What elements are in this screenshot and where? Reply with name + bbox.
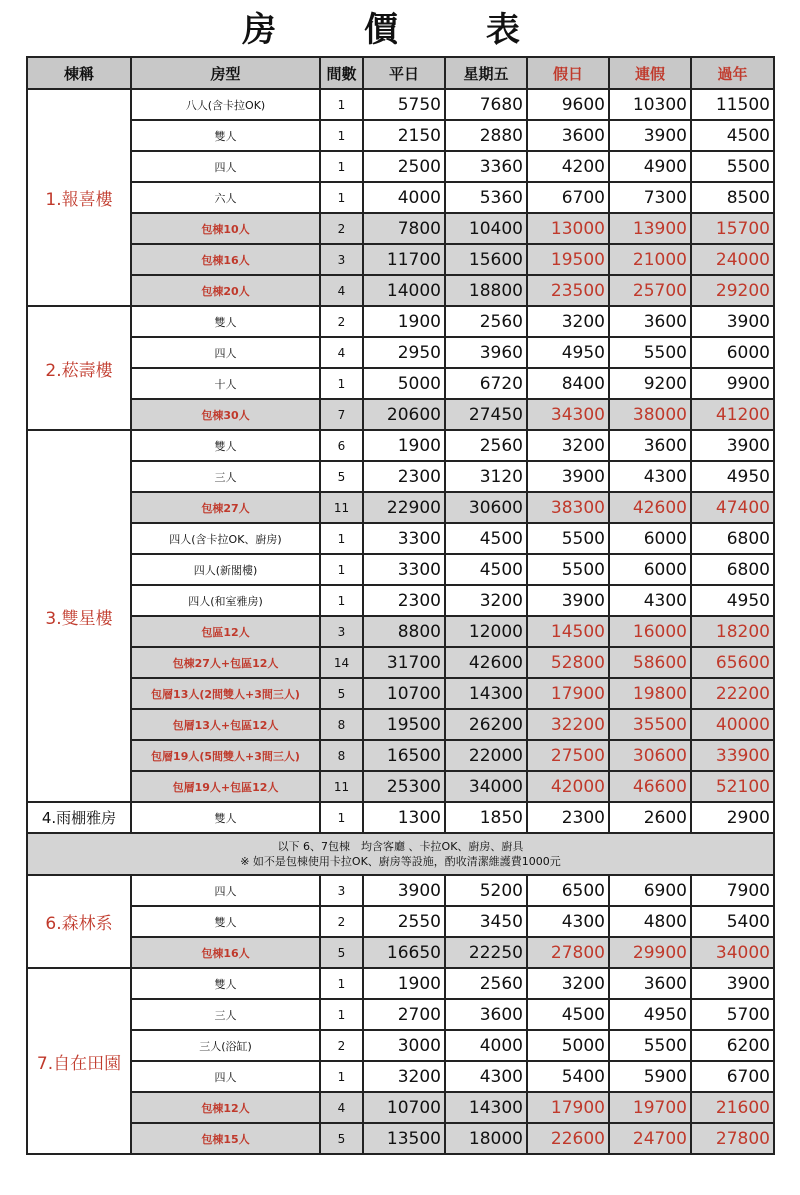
price-cell: 3900	[527, 461, 609, 492]
table-row	[27, 213, 774, 244]
room-count: 8	[320, 740, 363, 771]
price-cell: 34000	[691, 937, 774, 968]
price-cell: 2560	[445, 968, 527, 999]
price-cell: 27800	[527, 937, 609, 968]
price-cell: 3200	[527, 430, 609, 461]
price-cell: 1900	[363, 430, 445, 461]
room-type: 六人	[131, 182, 320, 213]
table-row	[27, 554, 774, 585]
room-type: 包層19人(5間雙人+3間三人)	[131, 740, 320, 771]
column-header: 間數	[320, 57, 363, 89]
price-cell: 14500	[527, 616, 609, 647]
building-name: 3.雙星樓	[27, 430, 131, 802]
room-type: 四人(新閣樓)	[131, 554, 320, 585]
price-cell: 47400	[691, 492, 774, 523]
price-cell: 7800	[363, 213, 445, 244]
price-cell: 3600	[527, 120, 609, 151]
room-type: 包區12人	[131, 616, 320, 647]
price-cell: 42600	[445, 647, 527, 678]
price-cell: 13500	[363, 1123, 445, 1154]
room-count: 1	[320, 968, 363, 999]
table-row	[27, 461, 774, 492]
building-name: 4.雨棚雅房	[27, 802, 131, 833]
room-count: 7	[320, 399, 363, 430]
price-cell: 4800	[609, 906, 691, 937]
price-cell: 17900	[527, 678, 609, 709]
price-cell: 35500	[609, 709, 691, 740]
price-cell: 24000	[691, 244, 774, 275]
price-cell: 9600	[527, 89, 609, 120]
column-header: 房型	[131, 57, 320, 89]
note-text	[27, 833, 774, 875]
table-row	[27, 1092, 774, 1123]
price-cell: 7900	[691, 875, 774, 906]
price-cell: 65600	[691, 647, 774, 678]
price-cell: 2560	[445, 306, 527, 337]
price-cell: 16000	[609, 616, 691, 647]
price-cell: 6200	[691, 1030, 774, 1061]
price-cell: 2600	[609, 802, 691, 833]
price-cell: 5400	[527, 1061, 609, 1092]
price-cell: 5700	[691, 999, 774, 1030]
price-cell: 5000	[363, 368, 445, 399]
room-count: 11	[320, 771, 363, 802]
price-cell: 38000	[609, 399, 691, 430]
room-count: 1	[320, 802, 363, 833]
price-cell: 33900	[691, 740, 774, 771]
room-count: 2	[320, 906, 363, 937]
price-cell: 17900	[527, 1092, 609, 1123]
room-count: 11	[320, 492, 363, 523]
table-row	[27, 182, 774, 213]
column-header: 棟稱	[27, 57, 131, 89]
room-count: 1	[320, 368, 363, 399]
table-row	[27, 968, 774, 999]
price-cell: 58600	[609, 647, 691, 678]
price-cell: 13000	[527, 213, 609, 244]
price-cell: 5400	[691, 906, 774, 937]
room-count: 1	[320, 554, 363, 585]
price-cell: 2950	[363, 337, 445, 368]
room-type: 包棟20人	[131, 275, 320, 306]
price-cell: 2880	[445, 120, 527, 151]
price-cell: 5200	[445, 875, 527, 906]
price-cell: 3600	[609, 968, 691, 999]
price-cell: 22000	[445, 740, 527, 771]
table-row	[27, 802, 774, 833]
table-row	[27, 771, 774, 802]
price-cell: 34000	[445, 771, 527, 802]
table-row	[27, 1123, 774, 1154]
price-cell: 4000	[445, 1030, 527, 1061]
room-type: 四人	[131, 875, 320, 906]
room-type: 四人	[131, 337, 320, 368]
room-type: 四人(含卡拉OK、廚房)	[131, 523, 320, 554]
room-count: 8	[320, 709, 363, 740]
price-cell: 25700	[609, 275, 691, 306]
table-row	[27, 906, 774, 937]
price-cell: 4500	[445, 554, 527, 585]
room-type: 三人	[131, 999, 320, 1030]
price-cell: 10300	[609, 89, 691, 120]
room-type: 包棟15人	[131, 1123, 320, 1154]
price-cell: 27800	[691, 1123, 774, 1154]
room-count: 3	[320, 616, 363, 647]
room-type: 四人(和室雅房)	[131, 585, 320, 616]
room-count: 1	[320, 1061, 363, 1092]
price-cell: 21000	[609, 244, 691, 275]
room-type: 雙人	[131, 120, 320, 151]
price-cell: 3900	[527, 585, 609, 616]
room-count: 2	[320, 306, 363, 337]
table-row	[27, 523, 774, 554]
price-cell: 3600	[609, 306, 691, 337]
price-table	[26, 56, 775, 1155]
room-count: 4	[320, 337, 363, 368]
room-count: 1	[320, 182, 363, 213]
table-body	[27, 89, 774, 1154]
price-cell: 12000	[445, 616, 527, 647]
price-cell: 6000	[609, 554, 691, 585]
price-cell: 19700	[609, 1092, 691, 1123]
column-header: 星期五	[445, 57, 527, 89]
price-cell: 4000	[363, 182, 445, 213]
price-cell: 16500	[363, 740, 445, 771]
note-row	[27, 833, 774, 875]
price-cell: 1900	[363, 306, 445, 337]
room-type: 包棟16人	[131, 937, 320, 968]
price-cell: 7300	[609, 182, 691, 213]
price-cell: 20600	[363, 399, 445, 430]
price-cell: 4300	[609, 461, 691, 492]
price-cell: 14300	[445, 1092, 527, 1123]
price-cell: 3450	[445, 906, 527, 937]
price-cell: 5000	[527, 1030, 609, 1061]
price-cell: 30600	[445, 492, 527, 523]
price-cell: 3360	[445, 151, 527, 182]
price-cell: 5500	[527, 523, 609, 554]
room-type: 十人	[131, 368, 320, 399]
price-cell: 32200	[527, 709, 609, 740]
price-cell: 6720	[445, 368, 527, 399]
price-cell: 41200	[691, 399, 774, 430]
price-cell: 15600	[445, 244, 527, 275]
price-cell: 14300	[445, 678, 527, 709]
room-type: 四人	[131, 151, 320, 182]
room-count: 5	[320, 678, 363, 709]
price-cell: 42600	[609, 492, 691, 523]
price-cell: 22900	[363, 492, 445, 523]
price-cell: 16650	[363, 937, 445, 968]
room-type: 包棟12人	[131, 1092, 320, 1123]
price-cell: 2300	[363, 585, 445, 616]
price-cell: 7680	[445, 89, 527, 120]
column-header: 連假	[609, 57, 691, 89]
price-cell: 27500	[527, 740, 609, 771]
table-row	[27, 1030, 774, 1061]
price-cell: 18200	[691, 616, 774, 647]
price-cell: 22250	[445, 937, 527, 968]
price-cell: 22200	[691, 678, 774, 709]
price-cell: 3200	[363, 1061, 445, 1092]
table-row	[27, 89, 774, 120]
price-cell: 6800	[691, 523, 774, 554]
room-count: 5	[320, 937, 363, 968]
price-cell: 5500	[609, 1030, 691, 1061]
room-type: 雙人	[131, 968, 320, 999]
price-cell: 23500	[527, 275, 609, 306]
room-type: 三人(浴缸)	[131, 1030, 320, 1061]
price-cell: 5360	[445, 182, 527, 213]
room-type: 包層13人+包區12人	[131, 709, 320, 740]
price-cell: 3600	[445, 999, 527, 1030]
price-cell: 10400	[445, 213, 527, 244]
room-count: 3	[320, 244, 363, 275]
room-count: 1	[320, 999, 363, 1030]
room-count: 1	[320, 120, 363, 151]
room-type: 包棟27人	[131, 492, 320, 523]
table-row	[27, 306, 774, 337]
price-cell: 10700	[363, 1092, 445, 1123]
price-cell: 19500	[527, 244, 609, 275]
price-cell: 19800	[609, 678, 691, 709]
price-cell: 3000	[363, 1030, 445, 1061]
table-row	[27, 875, 774, 906]
price-cell: 4950	[691, 585, 774, 616]
room-type: 包棟10人	[131, 213, 320, 244]
price-cell: 30600	[609, 740, 691, 771]
table-row	[27, 999, 774, 1030]
price-cell: 24700	[609, 1123, 691, 1154]
room-count: 5	[320, 1123, 363, 1154]
price-cell: 2150	[363, 120, 445, 151]
price-cell: 18800	[445, 275, 527, 306]
price-cell: 4300	[445, 1061, 527, 1092]
price-cell: 26200	[445, 709, 527, 740]
room-type: 雙人	[131, 802, 320, 833]
building-name: 1.報喜樓	[27, 89, 131, 306]
room-count: 1	[320, 585, 363, 616]
price-cell: 14000	[363, 275, 445, 306]
room-count: 6	[320, 430, 363, 461]
room-type: 包層19人+包區12人	[131, 771, 320, 802]
table-row	[27, 120, 774, 151]
price-cell: 18000	[445, 1123, 527, 1154]
price-cell: 3600	[609, 430, 691, 461]
price-cell: 4500	[445, 523, 527, 554]
price-cell: 3900	[609, 120, 691, 151]
price-cell: 42000	[527, 771, 609, 802]
price-cell: 3900	[691, 306, 774, 337]
price-cell: 40000	[691, 709, 774, 740]
building-name: 6.森林系	[27, 875, 131, 968]
price-cell: 4500	[691, 120, 774, 151]
price-cell: 3200	[445, 585, 527, 616]
price-cell: 19500	[363, 709, 445, 740]
price-cell: 4950	[527, 337, 609, 368]
price-cell: 4300	[527, 906, 609, 937]
room-type: 包棟27人+包區12人	[131, 647, 320, 678]
price-cell: 5500	[609, 337, 691, 368]
room-type: 四人	[131, 1061, 320, 1092]
price-cell: 3200	[527, 968, 609, 999]
price-cell: 13900	[609, 213, 691, 244]
price-cell: 9900	[691, 368, 774, 399]
room-type: 三人	[131, 461, 320, 492]
price-cell: 4500	[527, 999, 609, 1030]
price-cell: 2560	[445, 430, 527, 461]
building-name: 2.菘壽樓	[27, 306, 131, 430]
room-count: 2	[320, 213, 363, 244]
price-cell: 3960	[445, 337, 527, 368]
price-cell: 6000	[691, 337, 774, 368]
price-cell: 4950	[691, 461, 774, 492]
price-cell: 4200	[527, 151, 609, 182]
table-row	[27, 430, 774, 461]
price-cell: 1300	[363, 802, 445, 833]
room-type: 八人(含卡拉OK)	[131, 89, 320, 120]
price-cell: 52800	[527, 647, 609, 678]
price-cell: 34300	[527, 399, 609, 430]
price-cell: 9200	[609, 368, 691, 399]
table-row	[27, 1061, 774, 1092]
price-cell: 1900	[363, 968, 445, 999]
price-cell: 2300	[527, 802, 609, 833]
price-cell: 38300	[527, 492, 609, 523]
price-cell: 4950	[609, 999, 691, 1030]
price-cell: 5900	[609, 1061, 691, 1092]
price-cell: 5750	[363, 89, 445, 120]
price-cell: 3900	[691, 968, 774, 999]
table-row	[27, 647, 774, 678]
header-row	[27, 57, 774, 89]
price-cell: 25300	[363, 771, 445, 802]
building-name: 7.自在田園	[27, 968, 131, 1154]
table-row	[27, 678, 774, 709]
price-cell: 2500	[363, 151, 445, 182]
price-cell: 52100	[691, 771, 774, 802]
table-row	[27, 709, 774, 740]
room-count: 3	[320, 875, 363, 906]
room-type: 包棟30人	[131, 399, 320, 430]
price-cell: 5500	[691, 151, 774, 182]
price-cell: 6800	[691, 554, 774, 585]
price-cell: 29900	[609, 937, 691, 968]
room-count: 5	[320, 461, 363, 492]
room-count: 1	[320, 151, 363, 182]
price-cell: 46600	[609, 771, 691, 802]
price-cell: 2550	[363, 906, 445, 937]
price-cell: 1850	[445, 802, 527, 833]
column-header: 平日	[363, 57, 445, 89]
note-line: ※ 如不是包棟使用卡拉OK、廚房等設施，酌收清潔維護費1000元	[240, 855, 561, 868]
table-row	[27, 275, 774, 306]
price-cell: 3300	[363, 523, 445, 554]
table-row	[27, 337, 774, 368]
price-cell: 3200	[527, 306, 609, 337]
room-count: 1	[320, 89, 363, 120]
price-cell: 11700	[363, 244, 445, 275]
price-cell: 6000	[609, 523, 691, 554]
room-type: 雙人	[131, 306, 320, 337]
column-header: 過年	[691, 57, 774, 89]
price-cell: 4300	[609, 585, 691, 616]
room-count: 4	[320, 1092, 363, 1123]
price-cell: 3900	[363, 875, 445, 906]
price-cell: 29200	[691, 275, 774, 306]
price-cell: 2300	[363, 461, 445, 492]
price-cell: 10700	[363, 678, 445, 709]
room-type: 雙人	[131, 906, 320, 937]
table-row	[27, 151, 774, 182]
table-row	[27, 244, 774, 275]
table-row	[27, 616, 774, 647]
price-cell: 6900	[609, 875, 691, 906]
table-row	[27, 937, 774, 968]
room-count: 14	[320, 647, 363, 678]
room-type: 雙人	[131, 430, 320, 461]
room-type: 包棟16人	[131, 244, 320, 275]
price-cell: 8800	[363, 616, 445, 647]
price-cell: 4900	[609, 151, 691, 182]
room-type: 包層13人(2間雙人+3間三人)	[131, 678, 320, 709]
page-title: 房 價 表	[242, 10, 558, 50]
price-cell: 8500	[691, 182, 774, 213]
price-cell: 3120	[445, 461, 527, 492]
price-cell: 22600	[527, 1123, 609, 1154]
table-row	[27, 399, 774, 430]
table-row	[27, 492, 774, 523]
room-count: 1	[320, 523, 363, 554]
price-cell: 5500	[527, 554, 609, 585]
price-cell: 2700	[363, 999, 445, 1030]
price-cell: 8400	[527, 368, 609, 399]
table-row	[27, 368, 774, 399]
price-cell: 11500	[691, 89, 774, 120]
price-cell: 6700	[527, 182, 609, 213]
price-cell: 3300	[363, 554, 445, 585]
price-cell: 27450	[445, 399, 527, 430]
note-line: 以下 6、7包棟 均含客廳 、卡拉OK、廚房、廚具	[277, 840, 524, 853]
table-row	[27, 740, 774, 771]
table-row	[27, 585, 774, 616]
price-cell: 31700	[363, 647, 445, 678]
price-cell: 6700	[691, 1061, 774, 1092]
price-cell: 6500	[527, 875, 609, 906]
price-cell: 2900	[691, 802, 774, 833]
price-cell: 15700	[691, 213, 774, 244]
price-cell: 3900	[691, 430, 774, 461]
room-count: 2	[320, 1030, 363, 1061]
room-count: 4	[320, 275, 363, 306]
price-cell: 21600	[691, 1092, 774, 1123]
column-header: 假日	[527, 57, 609, 89]
